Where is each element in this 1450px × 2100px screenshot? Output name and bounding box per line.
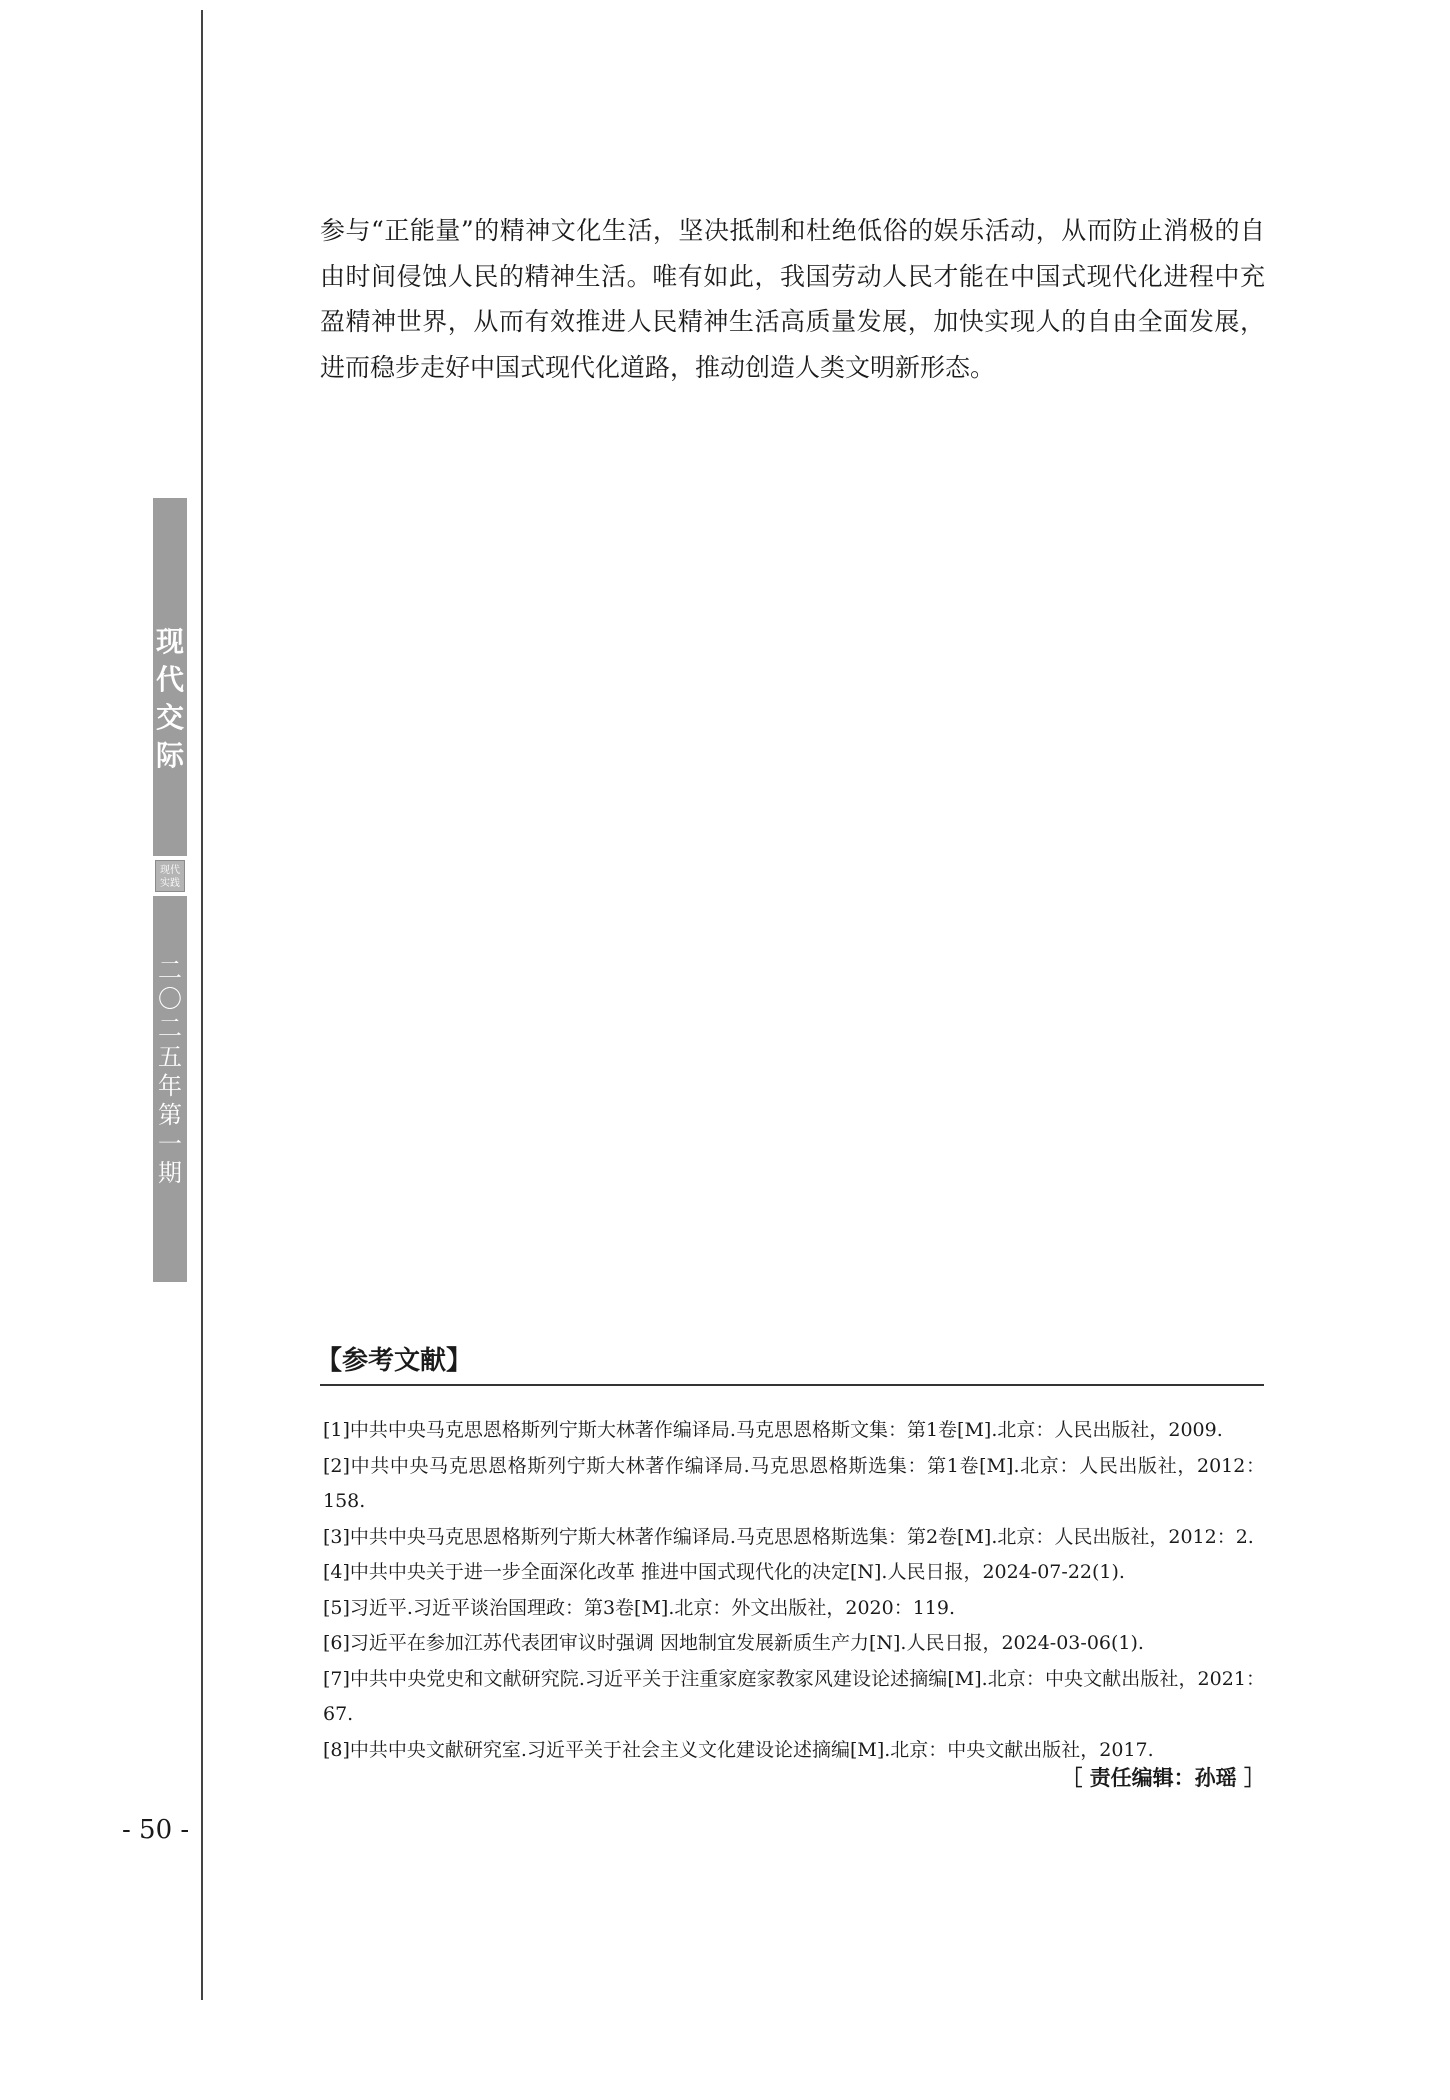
reference-item: [4]中共中央关于进一步全面深化改革 推进中国式现代化的决定[N].人民日报，2024-07-22(1).: [323, 1561, 1125, 1583]
body-paragraph: 参与“正能量”的精神文化生活，坚决抵制和杜绝低俗的娱乐活动，从而防止消极的自由时间侵蚀人民的精神生活。唯有如此，我国劳动人民才能在中国式现代化进程中充盈精神世界，从而有效推进人民精神生活高质量发展，加快实现人的自由全面发展，进而稳步走好中国式现代化道路，推动创造人类文明新形态。: [320, 216, 1265, 382]
reference-item: [1]中共中央马克思恩格斯列宁斯大林著作编译局.马克思恩格斯文集：第1卷[M].北京：人民出版社，2009.: [323, 1419, 1223, 1441]
page-number: - 50 -: [122, 1815, 190, 1845]
reference-item: [3]中共中央马克思恩格斯列宁斯大林著作编译局.马克思恩格斯选集：第2卷[M].北京：人民出版社，2012：2.: [323, 1525, 1254, 1548]
journal-title: 现代交际: [155, 625, 184, 772]
reference-item: [5]习近平.习近平谈治国理政：第3卷[M].北京：外文出版社，2020：119.: [323, 1596, 956, 1619]
reference-item: [6]习近平在参加江苏代表团审议时强调 因地制宜发展新质生产力[N].人民日报，2024-03-06(1).: [323, 1632, 1144, 1654]
margin-divider-line: [201, 10, 203, 2000]
issue-tab: [153, 896, 187, 1282]
reference-item: [7]中共中央党史和文献研究院.习近平关于注重家庭家教家风建设论述摘编[M].北京：中央文献出版社，2021：67.: [323, 1667, 1265, 1725]
reference-item: [8]中共中央文献研究室.习近平关于社会主义文化建设论述摘编[M].北京：中央文献出版社，2017.: [323, 1738, 1154, 1761]
section-badge: 现代实践: [155, 860, 185, 892]
references-list: [323, 1413, 1265, 1768]
issue-label: 二〇二五年 第一期: [158, 956, 182, 1187]
responsible-editor: ［ 责任编辑：孙瑶 ］: [1061, 1766, 1265, 1790]
reference-item: [2]中共中央马克思恩格斯列宁斯大林著作编译局.马克思恩格斯选集：第1卷[M].北京：人民出版社，2012：158.: [323, 1454, 1265, 1512]
references-heading: 【参考文献】: [316, 1346, 473, 1376]
references-rule: [320, 1384, 1264, 1386]
journal-title-tab: [153, 498, 187, 856]
